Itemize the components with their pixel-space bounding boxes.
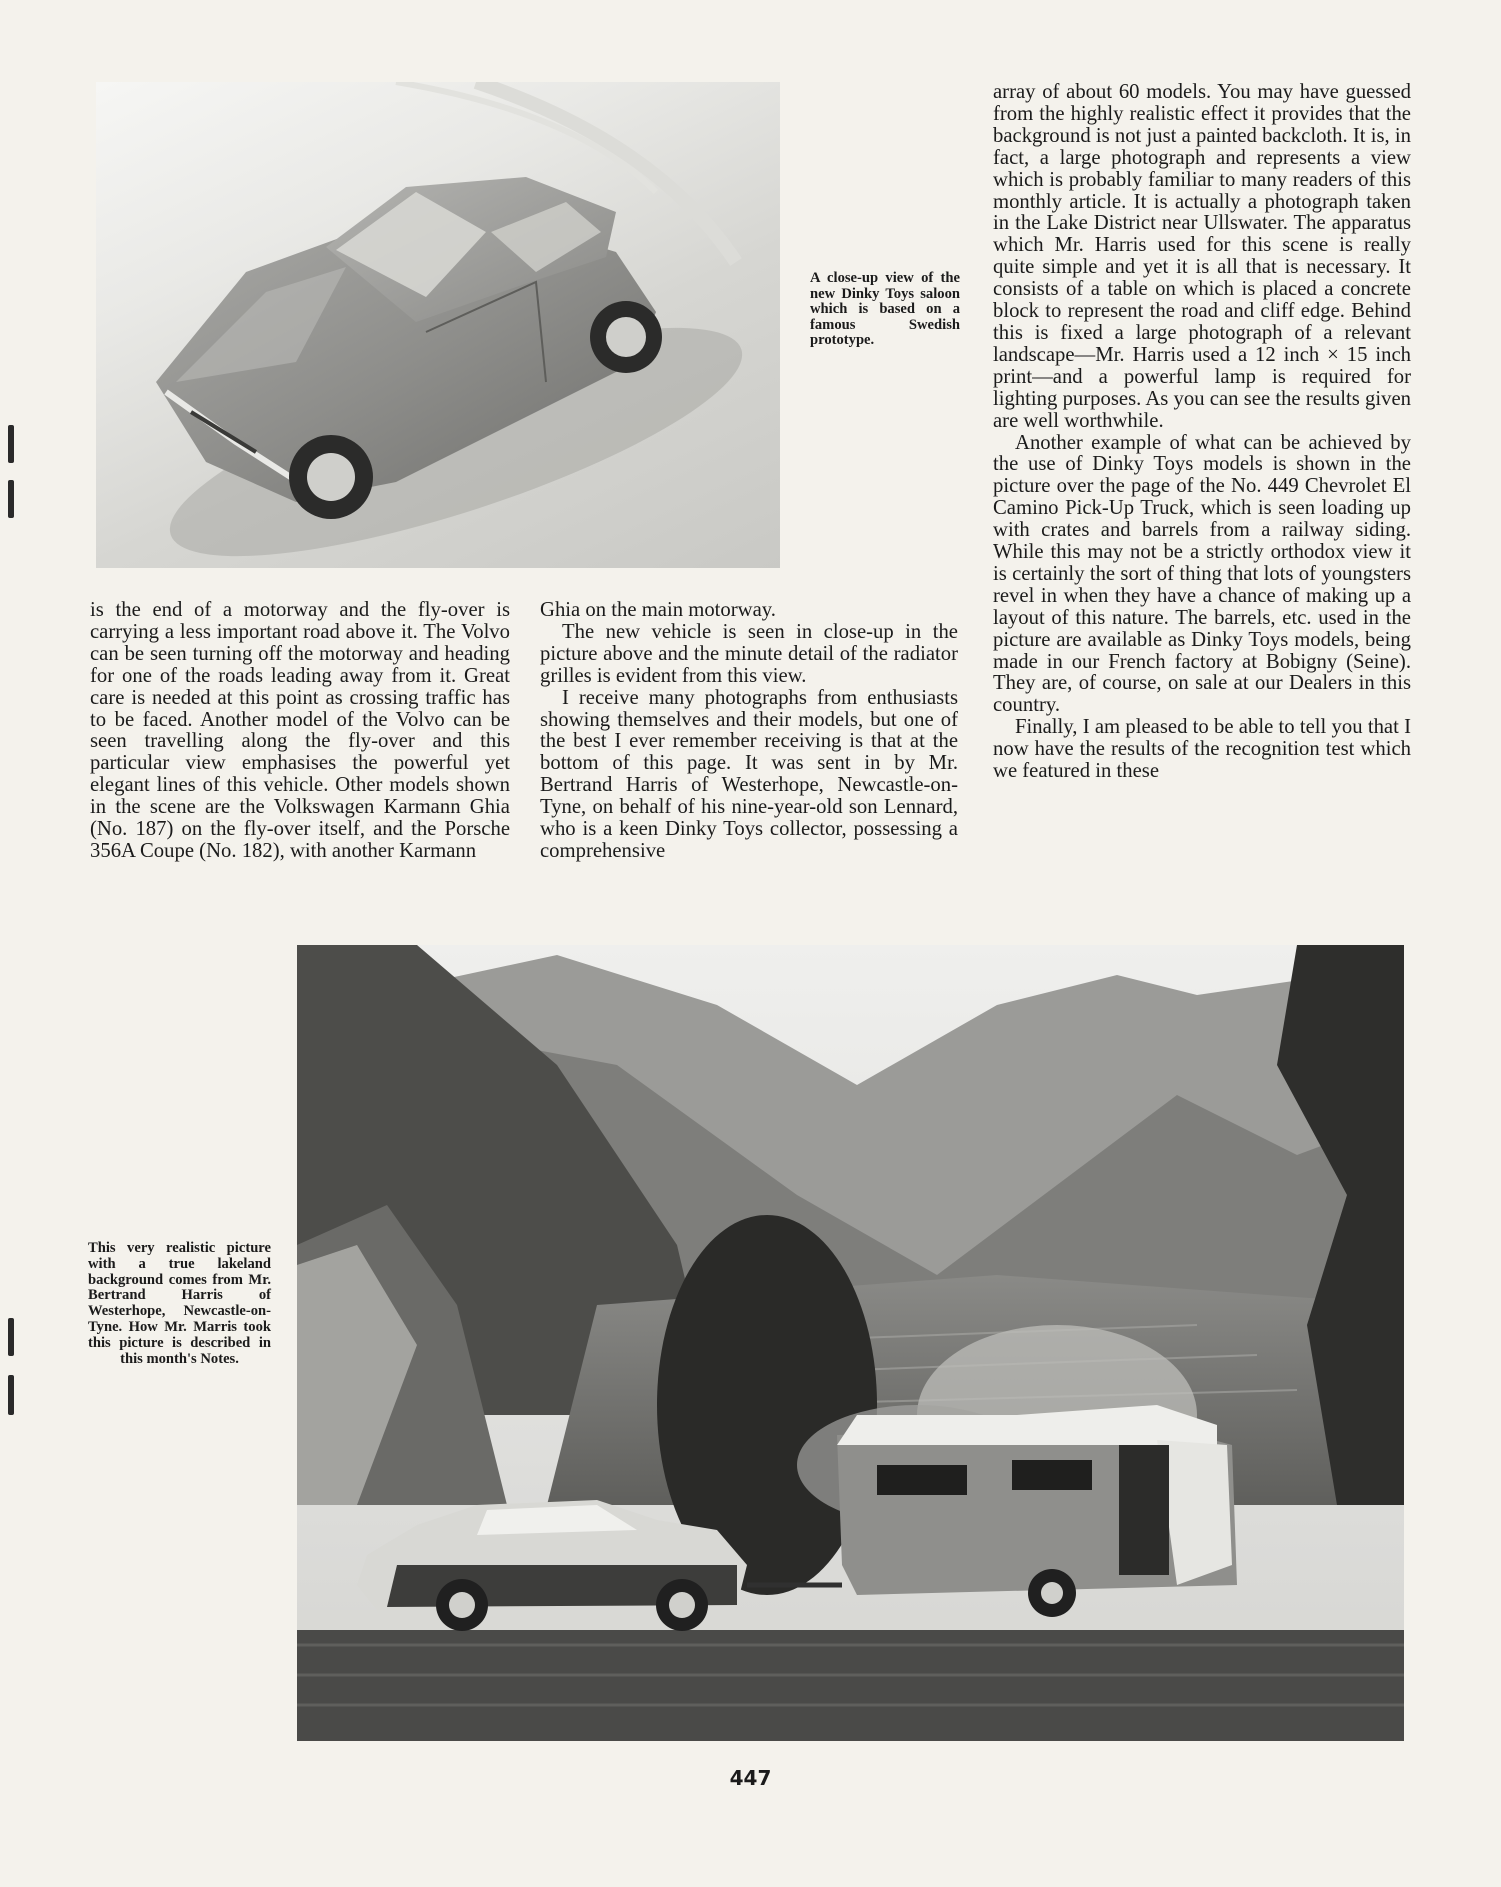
lakeland-scene-photo	[297, 945, 1404, 1741]
article-column-middle	[540, 600, 958, 863]
paragraph: Finally, I am pleased to be able to tell you that I now have the results of the recognition test which we featured in these	[993, 716, 1411, 783]
page-number: 447	[729, 1766, 772, 1790]
binding-mark	[8, 425, 14, 463]
photo-caption-bottom: This very realistic picture with a true lakeland background comes from Mr. Bertrand Harris of Westerhope, Newcastle-on-Tyne. How Mr. Marris took this picture is described in this month's Notes.	[88, 1240, 271, 1367]
paragraph: is the end of a motorway and the fly-over is carrying a less important road above it. The Volvo can be seen turning off the motorway and heading for one of the roads leading away from it. Great care is needed at this point as crossing traffic has to be faced. Another model of the Volvo can be seen travelling along the fly-over and this particular view emphasises the powerful yet elegant lines of this vehicle. Other models shown in the scene are the Volkswagen Karmann Ghia (No. 187) on the fly-over itself, and the Porsche 356A Coupe (No. 182), with another Karmann	[90, 599, 510, 862]
photo-caption-top: A close-up view of the new Dinky Toys saloon which is based on a famous Swedish prototype.	[810, 270, 960, 348]
paragraph: Another example of what can be achieved by the use of Dinky Toys models is shown in the picture over the page of the No. 449 Chevrolet El Camino Pick-Up Truck, which is seen loading up with crates and barrels from a railway siding. While this may not be a strictly orthodox view it is certainly the sort of thing that lots of youngsters revel in when they have a chance of making up a layout of this nature. The barrels, etc. used in the picture are available as Dinky Toys models, being made in our French factory at Bobigny (Seine). They are, of course, on sale at our Dealers in this country.	[993, 431, 1411, 717]
paragraph: Ghia on the main motorway.	[540, 599, 776, 621]
binding-mark	[8, 1318, 14, 1356]
model-saloon-photo	[96, 82, 780, 568]
paragraph: The new vehicle is seen in close-up in the picture above and the minute detail of the radiator grilles is evident from this view.	[540, 620, 958, 687]
paragraph: I receive many photographs from enthusiasts showing themselves and their models, but one of the best I ever remember receiving is that at the bottom of this page. It was sent in by Mr. Bertrand Harris of Westerhope, Newcastle-on-Tyne, on behalf of his nine-year-old son Lennard, who is a keen Dinky Toys collector, possessing a comprehensive	[540, 686, 958, 862]
article-column-left	[90, 600, 510, 863]
binding-mark	[8, 480, 14, 518]
article-column-right	[993, 82, 1411, 783]
binding-mark	[8, 1375, 14, 1415]
paragraph: array of about 60 models. You may have guessed from the highly realistic effect it provides that the background is not just a painted backcloth. It is, in fact, a large photograph and represents a view which is probably familiar to many readers of this monthly article. It is actually a photograph taken in the Lake District near Ullswater. The apparatus which Mr. Harris used for this scene is really quite simple and yet it is all that is necessary. It consists of a table on which is placed a concrete block to represent the road and cliff edge. Behind this is fixed a large photograph of a relevant landscape—Mr. Harris used a 12 inch × 15 inch print—and a powerful lamp is required for lighting purposes. As you can see the results given are well worthwhile.	[993, 81, 1411, 432]
